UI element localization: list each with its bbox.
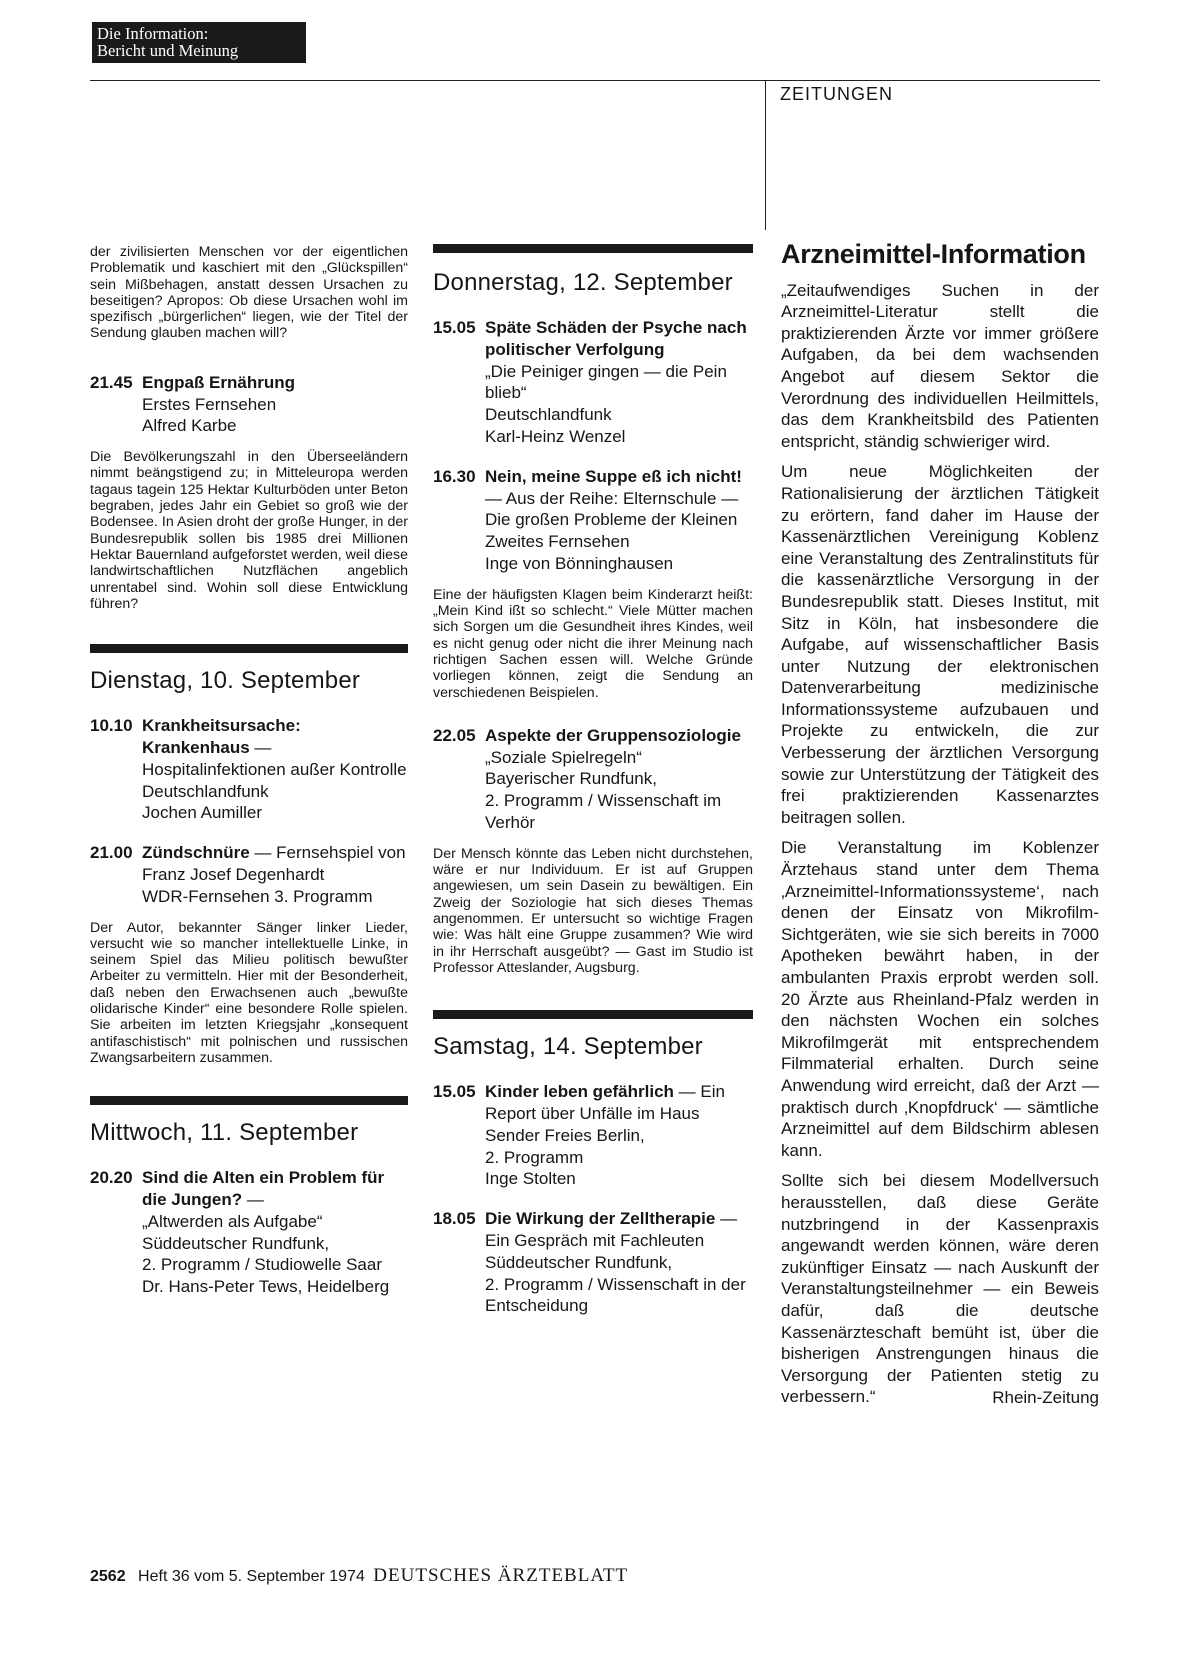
program-entry: [433, 1081, 753, 1190]
program-time: 21.00: [90, 843, 133, 863]
program-detail: Süddeutscher Rundfunk,: [142, 1233, 330, 1253]
program-entry: [90, 1167, 408, 1298]
section-bar: [90, 1096, 408, 1105]
program-entry: [433, 466, 753, 575]
program-detail: 2. Programm / Wissenschaft in der Entscheidung: [485, 1274, 746, 1316]
article-paragraph: Die Veranstaltung im Koblenzer Ärztehaus stand unter dem Thema ‚Arzneimittel-Informationssysteme‘, nach denen der Einsatz von Mikrofilm-Sichtgeräten, wie sie sich bereits in 7000 Apotheken bewährt haben, in der ambulanten Praxis erprobt werden soll. 20 Ärzte aus Rheinland-Pfalz werden in den nächsten Wochen ein solches Mikrofilmgerät mit entsprechendem Filmmaterial erhalten. Durch seine Anwendung wird erreicht, daß der Arzt — praktisch durch ‚Knopfdruck‘ — sämtliche Arzneimittel auf dem Bildschirm ablesen kann.: [781, 838, 1099, 1160]
program-entry: [90, 372, 408, 437]
program-entry: [433, 1208, 753, 1317]
program-title: Kinder leben gefährlich: [485, 1082, 674, 1102]
program-subtitle: — Ein Gespräch mit Fachleuten: [485, 1209, 738, 1250]
program-subtitle: — Fernsehspiel von Franz Josef Degenhardt: [142, 843, 406, 884]
program-time: 15.05: [433, 318, 476, 337]
article-paragraph: Sollte sich bei diesem Modellversuch herausstellen, daß diese Geräte nutzbringend in der Kassenpraxis angewandt werden können, wäre deren zukünftiger Einsatz — nach Auskunft der Veranstaltungsteilnehmer — ein Beweis dafür, daß die deutsche Kassenärzteschaft bemüht ist, über die bisherigen Anstrengungen hinaus die Versorgung der Patienten stetig zu verbessern.“: [781, 1171, 1099, 1407]
program-subtitle: — Aus der Reihe: Elternschule — Die großen Probleme der Kleinen: [485, 488, 739, 530]
day-heading: Dienstag, 10. September: [90, 667, 361, 695]
program-description: Der Autor, bekannter Sänger linker Lieder, versucht wie so mancher intellektuelle Linke, in seinem Spiel das Milieu politisch bewußter Arbeiter zu vermitteln. Hier mit der Besonderheit, daß neben den Erwachsenen auch „bewußte olidarische Kinder“ eine besondere Rolle spielen. Sie arbeiten im letzten Kriegsjahr „konsequent antifaschistisch“ mit polnischen und russischen Zwangsarbeitern zusammen.: [90, 919, 408, 1066]
program-time: 18.05: [433, 1209, 476, 1229]
section-bar: [90, 644, 408, 653]
program-entry: [90, 715, 408, 824]
article-paragraph: Um neue Möglichkeiten der Rationalisierung der ärztlichen Tätigkeit zu erörtern, fand daher im Hause der Kassenärztlichen Vereinigung Koblenz eine Veranstaltung des Zentralinstituts für die kassenärztliche Versorgung in der Bundesrepublik statt. Dieses Institut, mit Sitz in Köln, hat insbesondere die Aufgabe, auf wissenschaftlicher Basis unter Nutzung der elektronischen Datenverarbeitung medizinische Informationssysteme aufzubauen und Projekte zu entwickeln, die zur Verbesserung der ärztlichen Versorgung sowie zur Unterstützung der Tätigkeit des frei praktizierenden Kassenarztes beitragen sollen.: [781, 462, 1099, 827]
section-tag-line2: Bericht und Meinung: [97, 41, 239, 60]
program-detail: Alfred Karbe: [142, 416, 237, 436]
program-detail: Zweites Fernsehen: [485, 532, 630, 552]
program-detail: WDR-Fernsehen 3. Programm: [142, 886, 373, 906]
program-detail: Inge Stolten: [485, 1169, 576, 1189]
program-description: Die Bevölkerungszahl in den Überseeländern nimmt beängstigend zu; in Mitteleuropa werden tagaus tagein 125 Hektar Kulturböden unter Beton begraben, jedes Jahr ein Gebiet so groß wie der Bodensee. In Asien droht der große Hunger, in der Bundesrepublik sollen bis 1985 drei Millionen Hektar Bauernland aufgeforstet werden, weil diese landwirtschaftlichen Nutzflächen angeblich unrentabel sind. Wohin soll diese Entwicklung führen?: [90, 449, 408, 612]
program-title: Die Wirkung der Zelltherapie: [485, 1209, 716, 1229]
program-title: Engpaß Ernährung: [142, 372, 295, 392]
program-subtitle: —: [242, 1189, 264, 1209]
program-time: 21.45: [90, 372, 133, 392]
program-subtitle: — Hospitalinfektionen außer Kontrolle: [142, 737, 407, 779]
program-detail: Jochen Aumiller: [142, 803, 263, 823]
program-entry: [433, 725, 753, 834]
header-rule: [90, 80, 1100, 81]
program-description: Der Mensch könnte das Leben nicht durchstehen, wäre er nur Individuum. Er ist auf Gruppen angewiesen, um sein Dasein zu bewältigen. Ein Zweig der Soziologie hat sich dieses Themas angenommen. Er untersucht so wichtige Fragen wie: Was hält eine Gruppe zusammen? Wie wird in ihr Herrschaft ausgeübt? — Gast im Studio ist Professor Atteslander, Augsburg.: [433, 845, 753, 976]
program-time: 16.30: [433, 466, 476, 486]
program-time: 10.10: [90, 716, 133, 736]
program-entry: [433, 317, 753, 448]
article-heading: Arzneimittel-Information: [781, 239, 1086, 269]
program-detail: Bayerischer Rundfunk,: [485, 769, 657, 789]
page-footer: [90, 1565, 628, 1587]
section-label: ZEITUNGEN: [780, 84, 894, 104]
article-paragraph: „Zeitaufwendiges Suchen in der Arzneimittel-Literatur stellt die praktizierenden Ärzte vor immer größere Aufgaben, da bei dem wachsenden Angebot auf diesem Sektor die Verordnung des individuellen Heilmittels, das dem Krankheitsbild des Patienten entspricht, ständig schwieriger wird.: [781, 280, 1099, 451]
program-detail: 2. Programm: [485, 1147, 584, 1167]
program-detail: Karl-Heinz Wenzel: [485, 426, 626, 446]
program-detail: „Soziale Spielregeln“: [485, 747, 642, 767]
section-tag-line1: Die Information:: [97, 24, 209, 43]
program-time: 15.05: [433, 1082, 476, 1102]
article-source: Rhein-Zeitung: [992, 1387, 1099, 1407]
program-title: Späte Schäden der Psyche nach politischer Verfolgung: [485, 318, 747, 359]
magazine-title: DEUTSCHES ÄRZTEBLATT: [373, 1565, 629, 1586]
program-detail: Sender Freies Berlin,: [485, 1125, 645, 1145]
page-number: 2562: [90, 1568, 126, 1585]
program-detail: Süddeutscher Rundfunk,: [485, 1252, 673, 1272]
column-right: [781, 239, 1099, 1408]
program-detail: Deutschlandfunk: [485, 405, 612, 425]
program-title: Sind die Alten ein Problem für die Jungen?: [142, 1168, 385, 1209]
program-title: Nein, meine Suppe eß ich nicht!: [485, 466, 742, 486]
section-bar: [433, 1010, 753, 1019]
section-bar: [433, 244, 753, 253]
program-detail: Erstes Fernsehen: [142, 394, 277, 414]
program-title: Krankheitsursache: Krankenhaus: [142, 716, 301, 757]
day-heading: Donnerstag, 12. September: [433, 269, 733, 296]
section-tag: [92, 22, 306, 63]
column-middle: [433, 244, 753, 1329]
program-detail: „Die Peiniger gingen — die Pein blieb“: [485, 361, 727, 403]
intro-text: der zivilisierten Menschen vor der eigentlichen Problematik und kaschiert mit den „Glückspillen“ sein Mißbehagen, anstatt dessen Ursachen zu beseitigen? Apropos: Ob diese Ursachen wohl im spezifisch „bürgerlichen“ liegen, wie der Titel der Sendung glauben machen will?: [90, 244, 408, 342]
program-detail: 2. Programm / Studiowelle Saar: [142, 1255, 382, 1275]
program-subtitle: — Ein Report über Unfälle im Haus: [485, 1082, 725, 1123]
day-heading: Samstag, 14. September: [433, 1033, 703, 1061]
program-entry: [90, 842, 408, 907]
program-detail: Deutschlandfunk: [142, 781, 269, 801]
column-divider: [765, 80, 766, 230]
program-detail: Dr. Hans-Peter Tews, Heidelberg: [142, 1277, 390, 1297]
program-time: 22.05: [433, 725, 476, 745]
issue-info: Heft 36 vom 5. September 1974: [138, 1568, 365, 1585]
program-detail: Inge von Bönninghausen: [485, 553, 674, 573]
column-left: [90, 244, 408, 1310]
program-time: 20.20: [90, 1168, 133, 1188]
program-description: Eine der häufigsten Klagen beim Kinderarzt heißt: „Mein Kind ißt so schlecht.“ Viele Mütter machen sich Sorgen um die Gesundheit ihres Kindes, weil es nicht genug oder nicht die ihrer Meinung nach richtigen Sachen essen will. Welche Gründe vorliegen können, zeigt die Sendung an verschiedenen Beispielen.: [433, 586, 753, 701]
program-detail: „Altwerden als Aufgabe“: [142, 1211, 323, 1231]
program-detail: 2. Programm / Wissenschaft im Verhör: [485, 791, 722, 833]
program-title: Zündschnüre: [142, 843, 250, 863]
program-title: Aspekte der Gruppensoziologie: [485, 725, 741, 745]
day-heading: Mittwoch, 11. September: [90, 1119, 359, 1147]
